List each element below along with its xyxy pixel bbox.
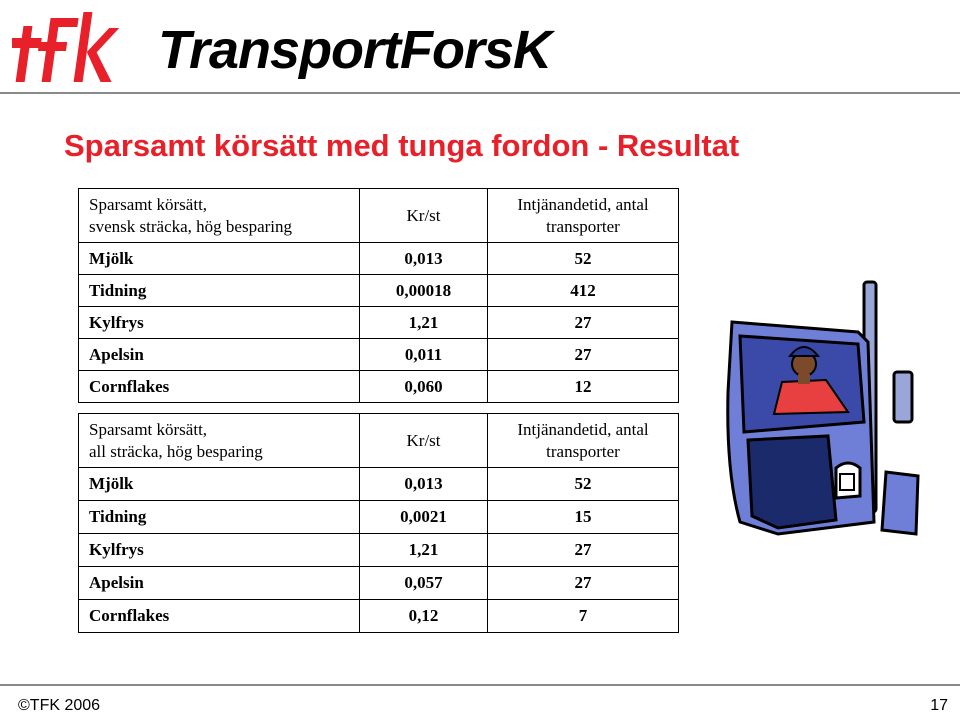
header-divider <box>0 92 960 94</box>
table-row <box>79 567 679 600</box>
header-line: svensk sträcka, hög besparing <box>89 216 293 236</box>
payback-cell: 52 <box>488 468 679 501</box>
page-number: 17 <box>930 697 948 714</box>
payback-cell: 12 <box>488 371 679 403</box>
header-line: Intjänandetid, antal <box>517 419 649 439</box>
cost-cell: 0,013 <box>360 468 488 501</box>
product-cell: Cornflakes <box>79 371 360 403</box>
truck-driver-illustration <box>718 272 924 542</box>
results-table-all <box>78 413 679 633</box>
table-row <box>79 307 679 339</box>
footer-divider <box>0 684 960 686</box>
table-row <box>79 243 679 275</box>
product-cell: Cornflakes <box>79 600 360 633</box>
product-cell: Tidning <box>79 275 360 307</box>
table-header-row <box>79 189 679 243</box>
cost-cell: 0,011 <box>360 339 488 371</box>
header-line: Sparsamt körsätt, <box>89 419 208 439</box>
cost-cell: 0,0021 <box>360 501 488 534</box>
cost-cell: 0,013 <box>360 243 488 275</box>
header-payback <box>488 414 679 468</box>
payback-cell: 412 <box>488 275 679 307</box>
header-line: transporter <box>546 441 620 461</box>
payback-cell: 27 <box>488 307 679 339</box>
cost-cell: 1,21 <box>360 307 488 339</box>
payback-cell: 52 <box>488 243 679 275</box>
header-line: Sparsamt körsätt, <box>89 194 208 214</box>
table-row <box>79 468 679 501</box>
cost-cell: 0,060 <box>360 371 488 403</box>
cost-cell: 1,21 <box>360 534 488 567</box>
table-row <box>79 339 679 371</box>
table-row <box>79 600 679 633</box>
table-row <box>79 534 679 567</box>
table-header-row <box>79 414 679 468</box>
copyright-text: ©TFK 2006 <box>18 697 101 714</box>
header-payback <box>488 189 679 243</box>
table-row <box>79 501 679 534</box>
brand-name: TransportForsK <box>158 20 552 80</box>
product-cell: Mjölk <box>79 468 360 501</box>
header-line: transporter <box>546 216 620 236</box>
payback-cell: 15 <box>488 501 679 534</box>
header-line: all sträcka, hög besparing <box>89 441 263 461</box>
cost-cell: 0,057 <box>360 567 488 600</box>
payback-cell: 27 <box>488 567 679 600</box>
product-cell: Apelsin <box>79 567 360 600</box>
table-row <box>79 371 679 403</box>
cost-cell: 0,00018 <box>360 275 488 307</box>
payback-cell: 7 <box>488 600 679 633</box>
header-scenario <box>79 189 360 243</box>
product-cell: Tidning <box>79 501 360 534</box>
results-table-sweden <box>78 188 679 403</box>
tfk-logo <box>12 8 120 84</box>
product-cell: Mjölk <box>79 243 360 275</box>
slide-title: Sparsamt körsätt med tunga fordon - Resultat <box>64 128 740 163</box>
product-cell: Kylfrys <box>79 534 360 567</box>
payback-cell: 27 <box>488 339 679 371</box>
header-cost: Kr/st <box>360 414 488 468</box>
header-cost: Kr/st <box>360 189 488 243</box>
payback-cell: 27 <box>488 534 679 567</box>
product-cell: Kylfrys <box>79 307 360 339</box>
table-row <box>79 275 679 307</box>
product-cell: Apelsin <box>79 339 360 371</box>
header-line: Intjänandetid, antal <box>517 194 649 214</box>
cost-cell: 0,12 <box>360 600 488 633</box>
header-scenario <box>79 414 360 468</box>
